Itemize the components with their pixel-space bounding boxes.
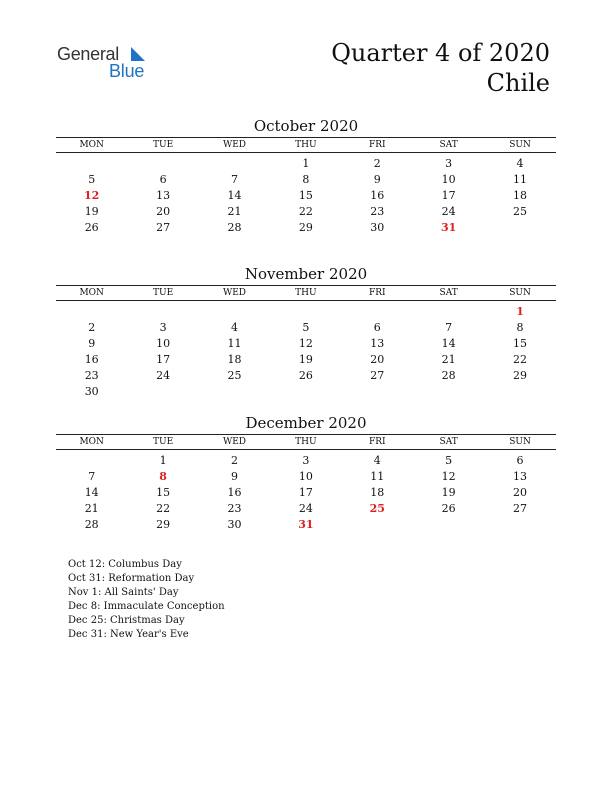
month-name: November 2020	[244, 265, 368, 283]
holiday-item: Dec 31: New Year's Eve	[68, 629, 189, 640]
empty-day-cell	[413, 304, 484, 320]
day-cell: 27	[513, 502, 528, 515]
day-cell: 27	[156, 221, 171, 234]
day-cell: 3	[445, 157, 453, 170]
weekday-header: MON	[79, 288, 104, 298]
weekday-header: WED	[222, 437, 246, 447]
week-row	[56, 320, 556, 336]
day-cell: 5	[445, 454, 453, 467]
day-cell: 20	[370, 353, 385, 366]
day-cell: 8	[302, 173, 310, 186]
month-november	[56, 264, 556, 400]
week-row	[56, 485, 556, 501]
weekday-header: SAT	[439, 437, 458, 447]
empty-day-cell	[56, 453, 127, 469]
weekday-header: MON	[79, 437, 104, 447]
logo-flag-icon	[123, 47, 145, 61]
day-cell: 15	[298, 189, 313, 202]
empty-day-cell	[199, 384, 270, 400]
day-cell: 8	[516, 321, 524, 334]
day-cell: 20	[156, 205, 171, 218]
month-december	[56, 413, 556, 533]
weekday-header: TUE	[153, 437, 174, 447]
day-cell: 2	[230, 454, 238, 467]
weekday-header-row	[56, 137, 556, 153]
day-cell: 7	[445, 321, 453, 334]
day-cell: 17	[156, 353, 171, 366]
empty-day-cell	[413, 517, 484, 533]
day-cell: 27	[370, 369, 385, 382]
week-row	[56, 188, 556, 204]
holiday-item: Dec 25: Christmas Day	[68, 615, 185, 626]
day-cell: 25	[513, 205, 528, 218]
empty-day-cell	[342, 304, 413, 320]
empty-day-cell	[56, 304, 127, 320]
day-cell: 18	[227, 353, 242, 366]
day-cell: 5	[88, 173, 96, 186]
day-cell: 15	[513, 337, 528, 350]
weekday-header-row	[56, 285, 556, 301]
empty-day-cell	[342, 517, 413, 533]
day-cell: 23	[227, 502, 242, 515]
day-cell: 24	[441, 205, 456, 218]
day-cell: 6	[516, 454, 524, 467]
weekday-header: SAT	[439, 288, 458, 298]
holiday-item: Oct 12: Columbus Day	[68, 559, 182, 570]
week-row	[56, 304, 556, 320]
logo-text-general: General	[57, 44, 119, 64]
empty-day-cell	[484, 517, 555, 533]
day-cell: 21	[441, 353, 456, 366]
day-cell: 10	[441, 173, 456, 186]
day-cell: 9	[88, 337, 96, 350]
day-cell: 28	[441, 369, 456, 382]
week-row	[56, 220, 556, 236]
empty-day-cell	[484, 220, 555, 236]
day-cell: 13	[370, 337, 385, 350]
weekday-header: TUE	[153, 288, 174, 298]
holiday-item: Oct 31: Reformation Day	[68, 573, 195, 584]
holiday-day-cell: 25	[369, 502, 385, 515]
week-row	[56, 469, 556, 485]
day-cell: 4	[230, 321, 238, 334]
week-row	[56, 352, 556, 368]
day-cell: 15	[156, 486, 171, 499]
week-row	[56, 156, 556, 172]
empty-day-cell	[56, 156, 127, 172]
day-cell: 9	[230, 470, 238, 483]
week-row	[56, 336, 556, 352]
weekday-header: THU	[295, 288, 317, 298]
holiday-item: Dec 8: Immaculate Conception	[68, 601, 225, 612]
empty-day-cell	[199, 304, 270, 320]
day-cell: 16	[370, 189, 385, 202]
day-cell: 11	[513, 173, 528, 186]
week-row	[56, 172, 556, 188]
month-name: December 2020	[245, 414, 367, 432]
day-cell: 30	[84, 385, 99, 398]
day-cell: 21	[84, 502, 99, 515]
day-cell: 29	[298, 221, 313, 234]
day-cell: 18	[513, 189, 528, 202]
day-cell: 2	[88, 321, 96, 334]
day-cell: 17	[441, 189, 456, 202]
weekday-header: THU	[295, 140, 317, 150]
day-cell: 9	[373, 173, 381, 186]
day-cell: 4	[373, 454, 381, 467]
week-row	[56, 453, 556, 469]
day-cell: 13	[156, 189, 171, 202]
empty-day-cell	[127, 384, 198, 400]
weekday-header: SUN	[509, 288, 531, 298]
quarter-title: Quarter 4 of 2020	[331, 39, 550, 67]
day-cell: 1	[302, 157, 310, 170]
empty-day-cell	[199, 156, 270, 172]
week-row	[56, 204, 556, 220]
weekday-header: SUN	[509, 437, 531, 447]
day-cell: 19	[84, 205, 99, 218]
day-cell: 14	[441, 337, 456, 350]
empty-day-cell	[413, 384, 484, 400]
day-cell: 22	[156, 502, 171, 515]
weekday-header: SAT	[439, 140, 458, 150]
day-cell: 22	[513, 353, 528, 366]
day-cell: 26	[441, 502, 456, 515]
weekday-header: WED	[222, 140, 246, 150]
day-cell: 29	[513, 369, 528, 382]
weekday-header: WED	[222, 288, 246, 298]
day-cell: 3	[302, 454, 310, 467]
day-cell: 20	[513, 486, 528, 499]
holiday-day-cell: 8	[159, 470, 167, 483]
day-cell: 7	[230, 173, 238, 186]
day-cell: 28	[84, 518, 99, 531]
day-cell: 16	[227, 486, 242, 499]
day-cell: 3	[159, 321, 167, 334]
day-cell: 26	[298, 369, 313, 382]
day-cell: 13	[513, 470, 528, 483]
day-cell: 24	[298, 502, 313, 515]
weekday-header-row	[56, 434, 556, 450]
week-row	[56, 501, 556, 517]
day-cell: 18	[370, 486, 385, 499]
day-cell: 19	[441, 486, 456, 499]
day-cell: 30	[227, 518, 242, 531]
holiday-day-cell: 31	[298, 518, 314, 531]
day-cell: 6	[159, 173, 167, 186]
logo-text-blue: Blue	[109, 61, 145, 81]
weekday-header: FRI	[368, 437, 386, 447]
day-cell: 17	[298, 486, 313, 499]
country-title: Chile	[486, 69, 550, 97]
day-cell: 23	[84, 369, 99, 382]
day-cell: 11	[227, 337, 242, 350]
empty-day-cell	[127, 156, 198, 172]
day-cell: 1	[159, 454, 167, 467]
holiday-day-cell: 31	[440, 221, 457, 234]
day-cell: 28	[227, 221, 242, 234]
day-cell: 7	[88, 470, 96, 483]
holiday-item: Nov 1: All Saints' Day	[68, 587, 179, 598]
day-cell: 29	[156, 518, 171, 531]
brand-logo	[57, 44, 157, 84]
day-cell: 16	[84, 353, 99, 366]
week-row	[56, 517, 556, 533]
week-row	[56, 368, 556, 384]
day-cell: 19	[298, 353, 313, 366]
day-cell: 2	[373, 157, 381, 170]
week-row	[56, 384, 556, 400]
day-cell: 25	[227, 369, 242, 382]
holiday-list	[68, 558, 225, 642]
day-cell: 4	[516, 157, 524, 170]
weekday-header: FRI	[368, 288, 386, 298]
empty-day-cell	[342, 384, 413, 400]
day-cell: 12	[298, 337, 313, 350]
weekday-header: FRI	[368, 140, 386, 150]
month-name: October 2020	[253, 117, 359, 135]
empty-day-cell	[270, 304, 341, 320]
day-cell: 22	[298, 205, 313, 218]
weekday-header: THU	[295, 437, 317, 447]
day-cell: 14	[227, 189, 242, 202]
weekday-header: SUN	[509, 140, 531, 150]
holiday-day-cell: 12	[84, 189, 100, 202]
day-cell: 24	[156, 369, 171, 382]
day-cell: 14	[84, 486, 99, 499]
day-cell: 30	[370, 221, 385, 234]
day-cell: 6	[373, 321, 381, 334]
empty-day-cell	[127, 304, 198, 320]
day-cell: 10	[156, 337, 171, 350]
weekday-header: TUE	[153, 140, 174, 150]
empty-day-cell	[270, 384, 341, 400]
page-title	[331, 38, 550, 98]
day-cell: 26	[84, 221, 99, 234]
holiday-day-cell: 1	[516, 305, 524, 318]
day-cell: 12	[441, 470, 456, 483]
day-cell: 21	[227, 205, 242, 218]
month-october	[56, 116, 556, 236]
day-cell: 23	[370, 205, 385, 218]
weekday-header: MON	[79, 140, 104, 150]
day-cell: 10	[298, 470, 313, 483]
day-cell: 5	[302, 321, 310, 334]
empty-day-cell	[484, 384, 555, 400]
day-cell: 11	[370, 470, 385, 483]
